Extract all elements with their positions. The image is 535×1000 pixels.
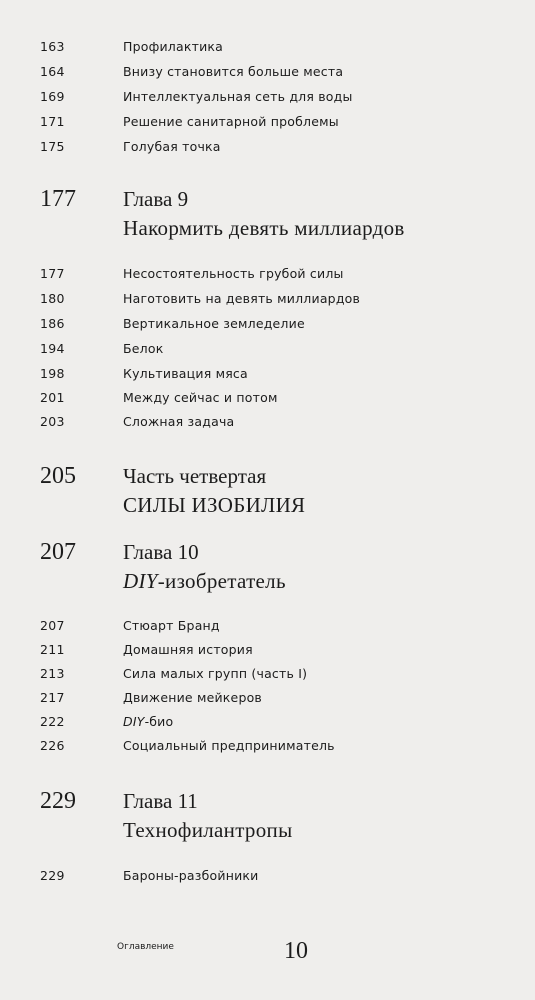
- toc-entry[interactable]: [0, 736, 535, 756]
- toc-entry-title: Несостоятельность грубой силы: [123, 266, 344, 281]
- toc-entry-title: Профилактика: [123, 39, 224, 54]
- chapter-title: Технофилантропы: [123, 818, 293, 842]
- chapter-page: 207: [40, 539, 76, 565]
- toc-entry[interactable]: [0, 664, 535, 684]
- toc-entry-page: 163: [40, 39, 65, 54]
- toc-entry[interactable]: [0, 688, 535, 708]
- toc-entry-page: 207: [40, 618, 65, 633]
- toc-entry-title: Социальный предприниматель: [123, 738, 335, 753]
- toc-entry-page: 180: [40, 291, 65, 306]
- toc-entry-page: 186: [40, 316, 65, 331]
- toc-entry-title: Наготовить на девять миллиардов: [123, 291, 361, 306]
- toc-entry-page: 203: [40, 414, 65, 429]
- toc-entry-page: 194: [40, 341, 65, 356]
- toc-entry[interactable]: [0, 87, 535, 107]
- toc-entry-title: Интеллектуальная сеть для воды: [123, 89, 353, 104]
- chapter-title-rest: -изобретатель: [157, 569, 286, 593]
- part-title: СИЛЫ ИЗОБИЛИЯ: [123, 493, 306, 517]
- page-number: 10: [284, 938, 308, 964]
- toc-entry[interactable]: [0, 137, 535, 157]
- chapter-number: Глава 11: [123, 789, 198, 813]
- toc-entry[interactable]: [0, 866, 535, 886]
- toc-entry-title: Вертикальное земледелие: [123, 316, 305, 331]
- toc-entry[interactable]: [0, 412, 535, 432]
- toc-entry[interactable]: [0, 112, 535, 132]
- toc-entry-page: 226: [40, 738, 65, 753]
- toc-entry-page: 222: [40, 714, 65, 729]
- toc-entry-title-italic: DIY: [123, 714, 145, 729]
- chapter-page: 177: [40, 186, 76, 212]
- toc-entry-title: Сложная задача: [123, 414, 235, 429]
- toc-entry-title: Бароны-разбойники: [123, 868, 259, 883]
- part-number: Часть четвертая: [123, 464, 267, 488]
- toc-entry[interactable]: [0, 712, 535, 732]
- toc-entry-title: Сила малых групп (часть I): [123, 666, 308, 681]
- chapter-number: Глава 10: [123, 540, 199, 564]
- toc-entry-page: 177: [40, 266, 65, 281]
- toc-entry-title: Движение мейкеров: [123, 690, 263, 705]
- toc-entry-title: Домашняя история: [123, 642, 253, 657]
- part-page: 205: [40, 463, 76, 489]
- toc-entry-page: 201: [40, 390, 65, 405]
- chapter-title: Накормить девять миллиардов: [123, 216, 405, 240]
- toc-entry-title: Стюарт Бранд: [123, 618, 220, 633]
- toc-entry-page: 164: [40, 64, 65, 79]
- toc-entry[interactable]: [0, 616, 535, 636]
- toc-entry[interactable]: [0, 339, 535, 359]
- toc-entry-title-rest: -био: [144, 714, 174, 729]
- chapter-title-italic: DIY: [123, 569, 158, 593]
- toc-entry-page: 217: [40, 690, 65, 705]
- chapter-page: 229: [40, 788, 76, 814]
- toc-entry-page: 171: [40, 114, 65, 129]
- toc-entry-title: [123, 712, 173, 732]
- toc-entry[interactable]: [0, 640, 535, 660]
- toc-entry[interactable]: [0, 364, 535, 384]
- toc-entry[interactable]: [0, 289, 535, 309]
- toc-entry-title: Внизу становится больше места: [123, 64, 344, 79]
- running-footer-label: Оглавление: [117, 942, 174, 952]
- toc-entry[interactable]: [0, 37, 535, 57]
- toc-entry-page: 198: [40, 366, 65, 381]
- toc-entry[interactable]: [0, 62, 535, 82]
- toc-entry-title: Белок: [123, 341, 164, 356]
- toc-entry-page: 229: [40, 868, 65, 883]
- chapter-number: Глава 9: [123, 187, 189, 211]
- toc-entry-title: Голубая точка: [123, 139, 221, 154]
- chapter-title: [123, 566, 286, 596]
- toc-entry-page: 169: [40, 89, 65, 104]
- toc-entry-title: Решение санитарной проблемы: [123, 114, 339, 129]
- toc-entry[interactable]: [0, 264, 535, 284]
- toc-entry-title: Культивация мяса: [123, 366, 248, 381]
- toc-entry-page: 175: [40, 139, 65, 154]
- toc-entry-title: Между сейчас и потом: [123, 390, 278, 405]
- toc-entry[interactable]: [0, 388, 535, 408]
- toc-entry[interactable]: [0, 314, 535, 334]
- toc-entry-page: 211: [40, 642, 65, 657]
- toc-entry-page: 213: [40, 666, 65, 681]
